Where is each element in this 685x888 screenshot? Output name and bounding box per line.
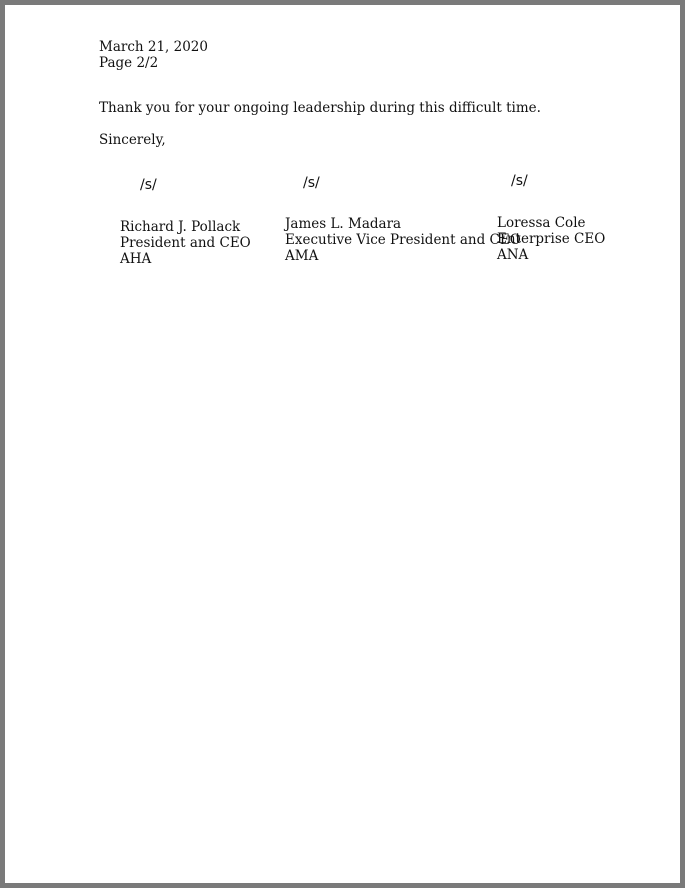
signatory-title: Enterprise CEO — [497, 231, 606, 247]
signatory-block — [285, 216, 521, 264]
letter-date: March 21, 2020 — [99, 39, 208, 55]
letter-closing: Sincerely, — [99, 132, 166, 148]
signature-mark: /s/ — [511, 173, 528, 189]
signatory-name: Loressa Cole — [497, 215, 586, 231]
page-number: Page 2/2 — [99, 55, 159, 71]
signatory-block — [497, 215, 605, 263]
signatory-org: ANA — [497, 247, 529, 263]
letter-body: Thank you for your ongoing leadership during this difficult time. — [99, 100, 541, 116]
signatory-name: James L. Madara — [285, 216, 402, 232]
signatory-title: President and CEO — [120, 235, 251, 251]
signatory-title: Executive Vice President and CEO — [285, 232, 521, 248]
signature-mark: /s/ — [140, 177, 157, 193]
signature-mark: /s/ — [303, 175, 320, 191]
signatory-name: Richard J. Pollack — [120, 219, 241, 235]
signatory-block — [120, 219, 251, 267]
document-page — [5, 5, 680, 883]
signatory-org: AHA — [120, 251, 152, 267]
signatory-org: AMA — [285, 248, 319, 264]
